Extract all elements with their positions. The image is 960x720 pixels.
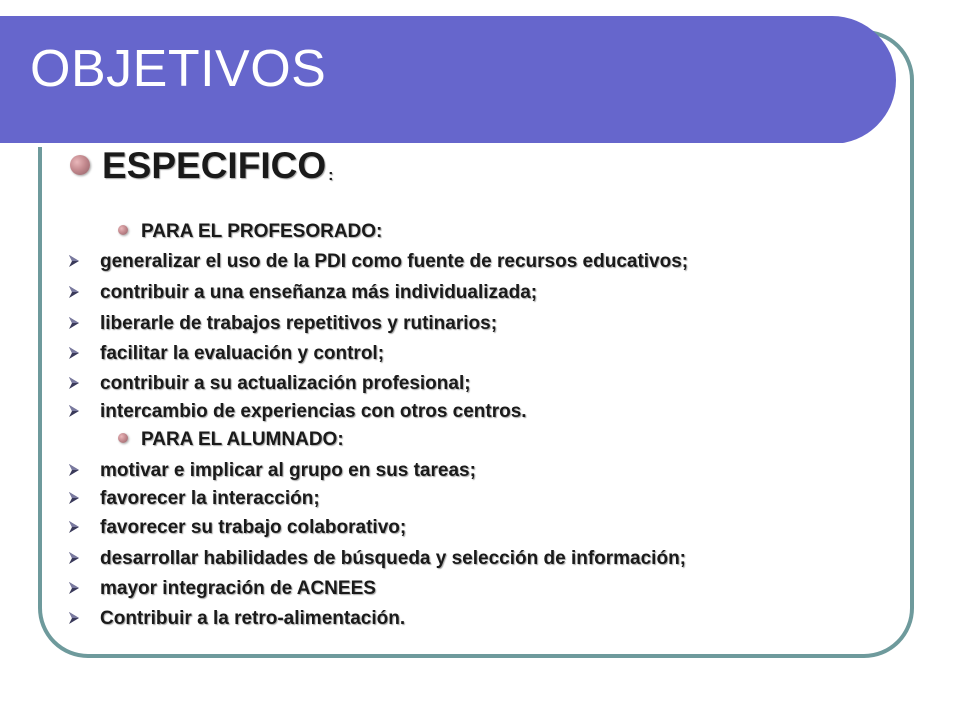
- list-item-text: intercambio de experiencias con otros centros.: [100, 401, 527, 422]
- list-item: [68, 487, 320, 511]
- section-label-text: PARA EL PROFESORADO:: [141, 221, 383, 242]
- list-item-text: Contribuir a la retro-alimentación.: [100, 608, 406, 629]
- heading-text: ESPECIFICO: [102, 145, 327, 186]
- arrow-bullet-icon: [68, 581, 80, 595]
- list-item: [68, 281, 537, 305]
- list-item: [68, 516, 406, 540]
- list-item: [68, 547, 686, 571]
- list-item: [68, 342, 384, 366]
- list-item: [68, 577, 376, 601]
- heading-especifico: [70, 144, 333, 198]
- arrow-bullet-icon: [68, 404, 80, 418]
- list-item-text: contribuir a su actualización profesional;: [100, 373, 471, 394]
- arrow-bullet-icon: [68, 491, 80, 505]
- list-item: [68, 607, 405, 631]
- slide-title: OBJETIVOS: [30, 40, 327, 98]
- list-item-text: contribuir a una enseñanza más individualizada;: [100, 282, 538, 303]
- arrow-bullet-icon: [68, 316, 80, 330]
- round-bullet-icon: [118, 433, 128, 443]
- list-item-text: desarrollar habilidades de búsqueda y selección de información;: [100, 548, 687, 569]
- arrow-bullet-icon: [68, 611, 80, 625]
- list-item: [68, 250, 688, 274]
- section-label-text: PARA EL ALUMNADO:: [141, 429, 344, 450]
- list-item-text: motivar e implicar al grupo en sus tareas;: [100, 460, 476, 481]
- arrow-bullet-icon: [68, 346, 80, 360]
- list-item-text: favorecer su trabajo colaborativo;: [100, 517, 407, 538]
- heading-colon: :: [328, 167, 334, 184]
- arrow-bullet-icon: [68, 463, 80, 477]
- list-item: [68, 459, 476, 483]
- list-item: [68, 312, 497, 336]
- list-item-text: liberarle de trabajos repetitivos y rutinarios;: [100, 313, 498, 334]
- arrow-bullet-icon: [68, 285, 80, 299]
- round-bullet-icon: [118, 225, 128, 235]
- arrow-bullet-icon: [68, 376, 80, 390]
- arrow-bullet-icon: [68, 551, 80, 565]
- list-item: [68, 372, 471, 396]
- list-item-text: facilitar la evaluación y control;: [100, 343, 385, 364]
- arrow-bullet-icon: [68, 254, 80, 268]
- round-bullet-icon: [70, 155, 90, 175]
- section-label-profesorado: [118, 220, 382, 244]
- list-item: [68, 400, 527, 424]
- list-item-text: favorecer la interacción;: [100, 488, 320, 509]
- arrow-bullet-icon: [68, 520, 80, 534]
- list-item-text: generalizar el uso de la PDI como fuente de recursos educativos;: [100, 251, 689, 272]
- section-label-alumnado: [118, 428, 344, 452]
- list-item-text: mayor integración de ACNEES: [100, 578, 376, 599]
